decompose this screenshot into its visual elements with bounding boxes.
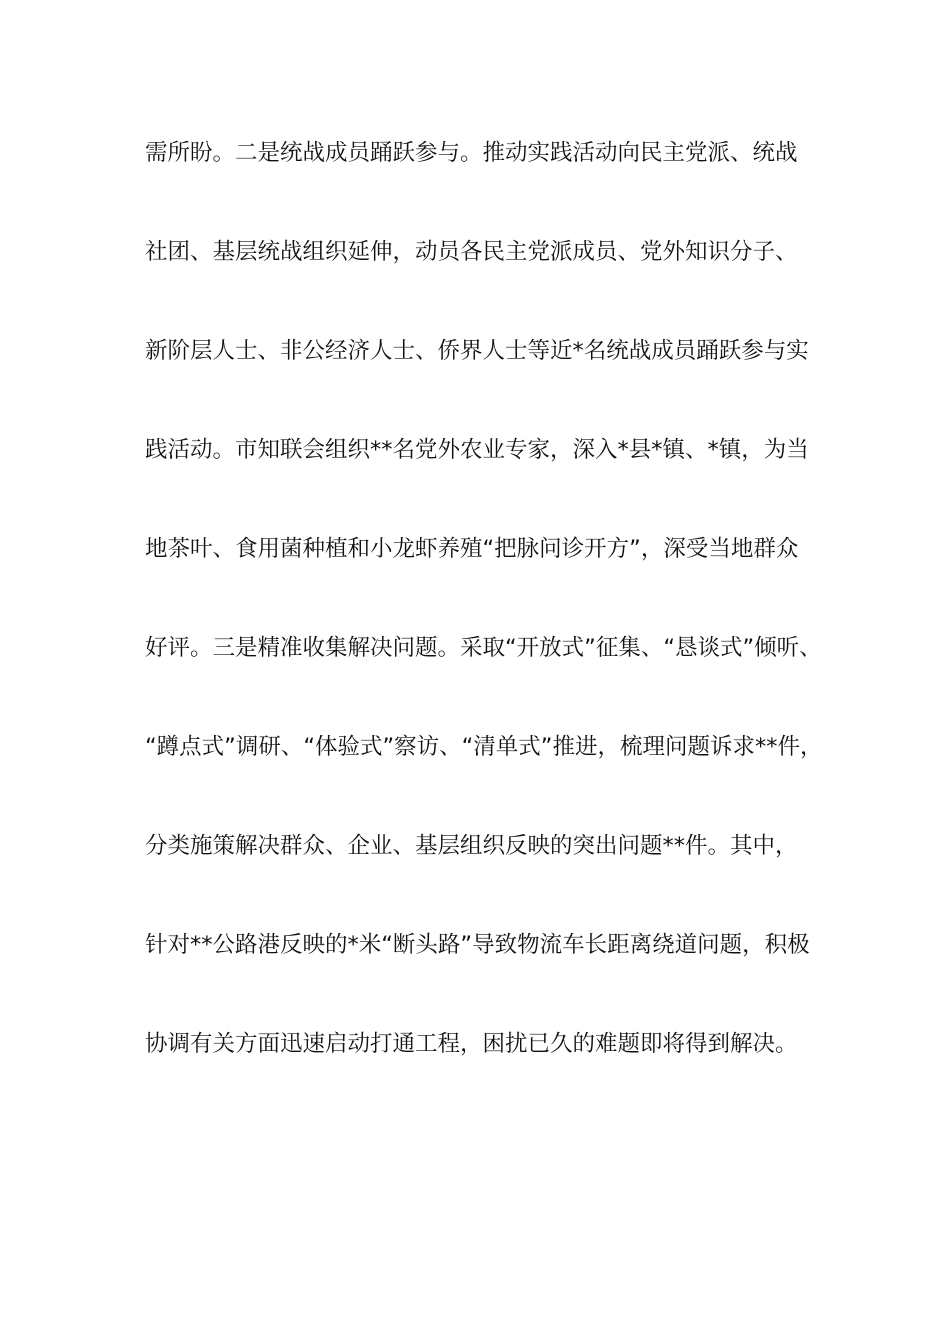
text-line-9: 针对**公路港反映的*米“断头路”导致物流车长距离绕道问题，积极 — [145, 932, 810, 958]
text-line-10: 协调有关方面迅速启动打通工程，困扰已久的难题即将得到解决。 — [145, 1031, 798, 1057]
text-line-2: 社团、基层统战组织延伸，动员各民主党派成员、党外知识分子、 — [145, 239, 798, 265]
body-paragraph — [145, 132, 845, 1122]
text-line-7: “蹲点式”调研、“体验式”察访、“清单式”推进，梳理问题诉求**件， — [145, 734, 823, 760]
text-line-3: 新阶层人士、非公经济人士、侨界人士等近*名统战成员踊跃参与实 — [145, 338, 809, 364]
text-line-8: 分类施策解决群众、企业、基层组织反映的突出问题**件。其中， — [145, 833, 798, 859]
text-line-5: 地茶叶、食用菌种植和小龙虾养殖“把脉问诊开方”，深受当地群众 — [145, 536, 799, 562]
text-line-6: 好评。三是精准收集解决问题。采取“开放式”征集、“恳谈式”倾听、 — [145, 635, 822, 661]
text-line-1: 需所盼。二是统战成员踊跃参与。推动实践活动向民主党派、统战 — [145, 140, 798, 166]
text-line-4: 践活动。市知联会组织**名党外农业专家，深入*县*镇、*镇，为当 — [145, 437, 809, 463]
